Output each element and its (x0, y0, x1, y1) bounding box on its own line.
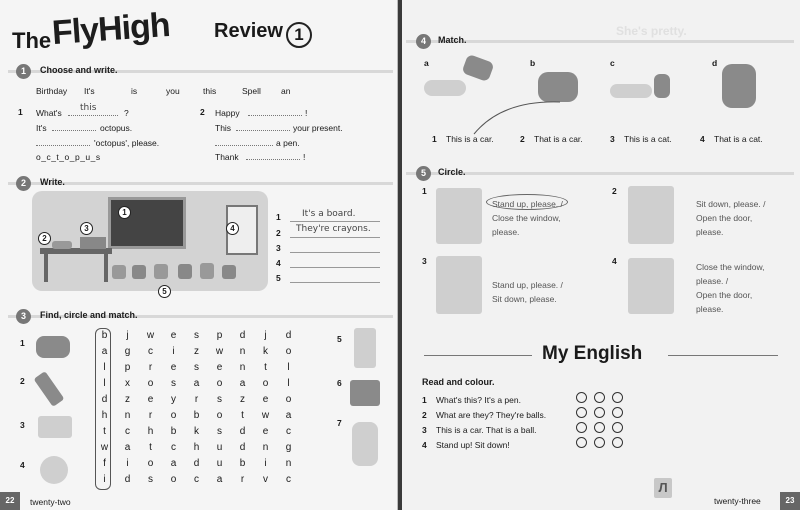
grid-letter[interactable]: t (264, 362, 267, 373)
picture-letter: a (424, 58, 429, 68)
word-search-grid (93, 328, 300, 488)
grid-letter[interactable]: c (171, 442, 176, 453)
section-3-title: Find, circle and match. (40, 310, 138, 320)
grid-letter[interactable]: r (148, 362, 153, 373)
grid-letter[interactable]: s (194, 362, 199, 373)
board-illustration (108, 197, 186, 249)
boy-standing-picture (436, 188, 482, 244)
option-text: please. (696, 304, 724, 314)
answer-number: 2 (276, 228, 281, 238)
grid-letter[interactable]: b (170, 426, 177, 437)
smiley-face-icon[interactable] (576, 422, 587, 433)
grid-letter[interactable]: u (216, 442, 223, 453)
cake-picture (38, 416, 72, 438)
girl-sitting-picture (436, 256, 482, 314)
grid-letter[interactable]: b (101, 330, 108, 341)
answer-line[interactable] (215, 137, 273, 146)
sentence-text: This is a car. (446, 134, 494, 144)
divider (424, 355, 532, 356)
picture-marker: 5 (158, 285, 171, 298)
grid-letter[interactable]: r (194, 394, 199, 405)
sentence-text: This is a cat. (624, 134, 672, 144)
grid-letter[interactable]: o (285, 394, 292, 405)
grid-letter[interactable]: j (264, 330, 267, 341)
q2-text: a pen. (276, 138, 300, 148)
grid-letter[interactable]: f (103, 458, 106, 469)
smiley-face-icon[interactable] (594, 392, 605, 403)
statement-text: What are they? They're balls. (436, 410, 547, 420)
item-number: 1 (422, 186, 427, 196)
grid-letter[interactable]: o (170, 410, 177, 421)
grid-letter[interactable]: y (171, 394, 176, 405)
cat-picture (722, 64, 756, 108)
grid-letter[interactable]: n (239, 362, 246, 373)
grid-letter[interactable]: e (216, 362, 223, 373)
statement-text: Stand up! Sit down! (436, 440, 510, 450)
item-number: 2 (20, 376, 25, 386)
word-bank-item: is (131, 86, 138, 96)
section-3-badge: 3 (16, 309, 31, 324)
section-strip (8, 182, 393, 185)
item-number: 1 (20, 338, 25, 348)
bag-illustration (154, 264, 168, 279)
item-number: 7 (337, 418, 342, 428)
section-2-badge: 2 (16, 176, 31, 191)
bleed-through-text: She's pretty. (616, 24, 687, 38)
grid-letter[interactable]: a (170, 458, 177, 469)
smiley-rating-grid (576, 392, 636, 452)
sentence-number: 3 (610, 134, 615, 144)
answer-line[interactable] (290, 257, 380, 268)
bag-illustration (112, 265, 126, 279)
statement-number: 2 (422, 410, 427, 420)
grid-letter[interactable]: c (286, 426, 291, 437)
grid-letter[interactable]: e (170, 362, 177, 373)
car-picture (461, 54, 494, 82)
bag-illustration (222, 265, 236, 279)
grid-letter[interactable]: e (147, 394, 154, 405)
grid-letter[interactable]: p (124, 362, 131, 373)
smiley-face-icon[interactable] (576, 407, 587, 418)
answer-line[interactable] (290, 272, 380, 283)
grid-letter[interactable]: s (194, 330, 199, 341)
ball-picture (40, 456, 68, 484)
title-the: The (12, 28, 52, 53)
statement-text: This is a car. That is a ball. (436, 425, 537, 435)
grid-letter[interactable]: s (217, 426, 222, 437)
grid-letter[interactable]: a (193, 378, 200, 389)
question-number: 1 (18, 107, 23, 117)
page-label-left: twenty-two (30, 497, 71, 507)
section-4-badge: 4 (416, 34, 431, 49)
grid-letter[interactable]: l (287, 362, 290, 373)
grid-letter[interactable]: h (193, 442, 200, 453)
q2-text: ! (303, 152, 306, 162)
grid-letter[interactable]: o (216, 378, 223, 389)
section-1-title: Choose and write. (40, 65, 118, 75)
grid-letter[interactable]: d (193, 458, 200, 469)
grid-letter[interactable]: c (286, 474, 291, 485)
bag-illustration (178, 264, 192, 279)
q1-text: 'octopus', please. (94, 138, 160, 148)
grid-letter[interactable]: c (194, 474, 199, 485)
grid-letter[interactable]: i (103, 474, 106, 485)
sentence-text: That is a cat. (714, 134, 763, 144)
word-bank-item: an (281, 86, 291, 96)
item-number: 4 (20, 460, 25, 470)
item-number: 4 (612, 256, 617, 266)
handwritten-answer: It's a board. (302, 209, 356, 219)
grid-letter[interactable]: r (148, 410, 153, 421)
grid-letter[interactable]: i (264, 458, 267, 469)
grid-letter[interactable]: o (285, 346, 292, 357)
statement-number: 3 (422, 425, 427, 435)
answer-number: 1 (276, 212, 281, 222)
page-number-left: 22 (0, 492, 20, 510)
sentence-number: 1 (432, 134, 437, 144)
grid-letter[interactable]: n (262, 442, 269, 453)
grid-letter[interactable]: x (125, 378, 130, 389)
picture-marker: 4 (226, 222, 239, 235)
grid-letter[interactable]: e (262, 426, 269, 437)
statement-text: What's this? It's a pen. (436, 395, 521, 405)
answer-line[interactable] (236, 122, 290, 131)
item-number: 3 (422, 256, 427, 266)
q1-text: What's (36, 108, 62, 118)
word-bank-item: this (203, 86, 217, 96)
grid-letter[interactable]: a (101, 346, 108, 357)
picture-marker: 3 (80, 222, 93, 235)
classroom-picture (32, 191, 268, 291)
present-picture (350, 380, 380, 406)
option-text[interactable]: Stand up, please. / (492, 199, 563, 209)
cat-picture (654, 74, 670, 98)
smiley-face-icon[interactable] (576, 392, 587, 403)
picture-marker: 1 (118, 206, 131, 219)
answer-number: 5 (276, 273, 281, 283)
my-english-subtitle: Read and colour. (422, 377, 495, 387)
page-label-right: twenty-three (714, 496, 761, 506)
page-number-right: 23 (780, 492, 800, 510)
handwritten-answer: this (80, 103, 97, 113)
grid-letter[interactable]: o (147, 458, 154, 469)
grid-letter[interactable]: s (171, 378, 176, 389)
grid-letter[interactable]: k (263, 346, 268, 357)
bag-illustration (200, 263, 214, 279)
grid-letter[interactable]: o (216, 410, 223, 421)
picture-letter: c (610, 58, 615, 68)
smiley-face-icon[interactable] (612, 437, 623, 448)
smiley-face-icon[interactable] (594, 407, 605, 418)
q1-text: It's (36, 123, 47, 133)
picture-letter: d (712, 58, 718, 68)
handwritten-answer: They're crayons. (296, 224, 371, 234)
grid-letter[interactable]: i (126, 458, 129, 469)
grid-letter[interactable]: z (240, 394, 245, 405)
q2-text: Thank (215, 152, 239, 162)
smiley-face-icon[interactable] (594, 437, 605, 448)
my-english-title: My English (542, 343, 643, 364)
word-bank-item: Birthday (36, 86, 68, 96)
grid-letter[interactable]: p (216, 330, 223, 341)
divider (668, 355, 778, 356)
item-number: 5 (337, 334, 342, 344)
grid-letter[interactable]: c (125, 426, 130, 437)
girl-at-window-picture (628, 258, 674, 314)
grid-letter[interactable]: a (216, 474, 223, 485)
pointing-hand-picture (610, 84, 652, 98)
title-brand: FlyHigh (50, 5, 171, 53)
grid-letter[interactable]: w (261, 410, 270, 421)
q2-text: This (215, 123, 232, 133)
grid-letter[interactable]: o (170, 474, 177, 485)
statement-number: 1 (422, 395, 427, 405)
pointing-arc (472, 96, 562, 136)
section-4-title: Match. (438, 35, 467, 45)
sentence-number: 2 (520, 134, 525, 144)
item-number: 6 (337, 378, 342, 388)
word-bank-item: you (166, 86, 180, 96)
right-page (402, 0, 800, 510)
question-number: 2 (200, 107, 205, 117)
grid-letter[interactable]: h (101, 410, 108, 421)
grid-letter[interactable]: j (126, 330, 129, 341)
grid-letter[interactable]: z (194, 346, 199, 357)
smiley-face-icon[interactable] (612, 392, 623, 403)
grid-letter[interactable]: h (147, 426, 154, 437)
grid-letter[interactable]: s (148, 474, 153, 485)
section-5-title: Circle. (438, 167, 466, 177)
q1-text: octopus. (100, 123, 133, 133)
smiley-face-icon[interactable] (612, 422, 623, 433)
option-text[interactable]: Sit down, please. (492, 294, 557, 304)
grid-letter[interactable]: n (124, 410, 131, 421)
grid-letter[interactable]: l (287, 378, 290, 389)
q2-text: Happy (215, 108, 240, 118)
grid-letter[interactable]: o (147, 378, 154, 389)
word-bank-item: Spell (242, 86, 261, 96)
man-at-door-picture (628, 186, 674, 244)
answer-line[interactable] (290, 242, 380, 253)
option-text[interactable]: Stand up, please. / (492, 280, 563, 290)
grid-letter[interactable]: a (124, 442, 131, 453)
crayons-illustration (52, 241, 72, 249)
grid-letter[interactable]: s (217, 394, 222, 405)
grid-letter[interactable]: d (101, 394, 108, 405)
grid-letter[interactable]: d (285, 330, 292, 341)
option-text[interactable]: Close the window, (696, 262, 765, 272)
smiley-face-icon[interactable] (576, 437, 587, 448)
option-text[interactable]: Close the window, (492, 213, 561, 223)
grid-letter[interactable]: d (239, 442, 246, 453)
q1-text: ? (124, 108, 129, 118)
statement-number: 4 (422, 440, 427, 450)
option-text[interactable]: Open the door, (696, 290, 753, 300)
grid-letter[interactable]: i (172, 346, 175, 357)
grid-letter[interactable]: d (239, 330, 246, 341)
grid-letter[interactable]: d (124, 474, 131, 485)
grid-letter[interactable]: o (262, 378, 269, 389)
grid-letter[interactable]: t (149, 442, 152, 453)
grid-letter[interactable]: e (262, 394, 269, 405)
publisher-logo-icon: Л (654, 478, 672, 498)
title-number: 1 (286, 22, 312, 48)
answer-line[interactable] (36, 137, 90, 146)
robot-picture (354, 328, 376, 368)
q1-text: o_c_t_o_p_u_s (36, 152, 101, 162)
sentence-text: That is a car. (534, 134, 583, 144)
pointing-hand-picture (424, 80, 466, 96)
section-5-badge: 5 (416, 166, 431, 181)
item-number: 3 (20, 420, 25, 430)
grid-letter[interactable]: u (216, 458, 223, 469)
grid-letter[interactable]: w (100, 442, 109, 453)
grid-letter[interactable]: n (285, 458, 292, 469)
grid-letter[interactable]: z (125, 394, 130, 405)
option-text: please. (492, 227, 520, 237)
option-text: please. (696, 227, 724, 237)
grid-letter[interactable]: c (148, 346, 153, 357)
smiley-face-icon[interactable] (612, 407, 623, 418)
grid-letter[interactable]: k (194, 426, 199, 437)
q2-text: your present. (293, 123, 343, 133)
grid-letter[interactable]: t (103, 426, 106, 437)
section-2-title: Write. (40, 177, 65, 187)
smiley-face-icon[interactable] (594, 422, 605, 433)
grid-letter[interactable]: g (124, 346, 131, 357)
item-number: 2 (612, 186, 617, 196)
picture-letter: b (530, 58, 536, 68)
grid-letter[interactable]: w (146, 330, 155, 341)
grid-letter[interactable]: t (241, 410, 244, 421)
word-bank-item: It's (84, 86, 95, 96)
answer-line[interactable] (246, 151, 300, 160)
grid-letter[interactable]: v (263, 474, 268, 485)
option-text: please. / (696, 276, 729, 286)
option-text[interactable]: Open the door, (696, 213, 753, 223)
grid-letter[interactable]: a (239, 378, 246, 389)
answer-line[interactable] (52, 122, 96, 131)
title-review: Review (214, 20, 283, 42)
grid-letter[interactable]: w (215, 346, 224, 357)
grid-letter[interactable]: d (239, 426, 246, 437)
books-illustration (80, 237, 106, 249)
picture-marker: 2 (38, 232, 51, 245)
grid-letter[interactable]: l (103, 378, 106, 389)
sentence-number: 4 (700, 134, 705, 144)
answer-number: 3 (276, 243, 281, 253)
grid-letter[interactable]: r (240, 474, 245, 485)
option-text[interactable]: Sit down, please. / (696, 199, 766, 209)
grid-letter[interactable]: l (103, 362, 106, 373)
grid-letter[interactable]: e (170, 330, 177, 341)
bag-illustration (132, 265, 146, 279)
watch-picture (34, 371, 65, 407)
car-picture (36, 336, 70, 358)
left-page (0, 0, 398, 510)
section-1-badge: 1 (16, 64, 31, 79)
grid-letter[interactable]: g (285, 442, 292, 453)
grid-letter[interactable]: b (193, 410, 200, 421)
answer-line[interactable] (248, 107, 302, 116)
grid-letter[interactable]: n (239, 346, 246, 357)
answer-number: 4 (276, 258, 281, 268)
doll-picture (352, 422, 378, 466)
grid-letter[interactable]: b (239, 458, 246, 469)
grid-letter[interactable]: a (285, 410, 292, 421)
q2-text: ! (305, 108, 308, 118)
